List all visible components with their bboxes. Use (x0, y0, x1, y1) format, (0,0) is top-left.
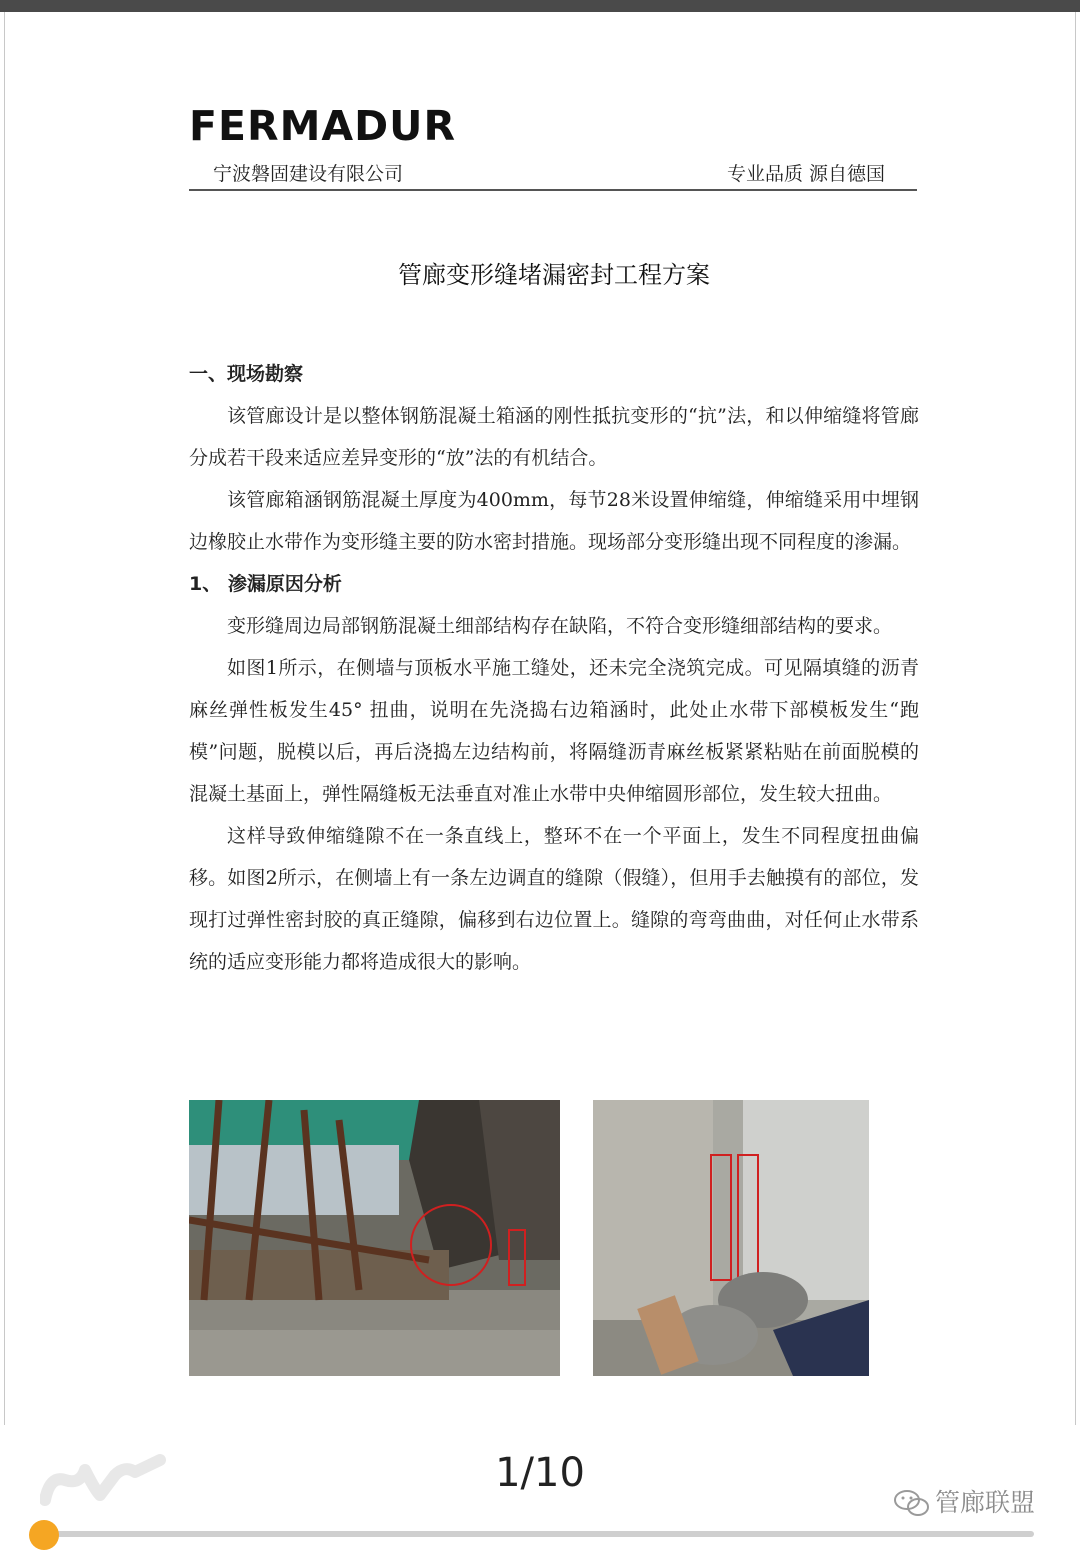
subsection-heading: 1、 渗漏原因分析 (189, 573, 342, 595)
paragraph: 变形缝周边局部钢筋混凝土细部结构存在缺陷，不符合变形缝细部结构的要求。 (227, 615, 893, 637)
figure-1-photo[interactable] (189, 1100, 560, 1376)
document-page[interactable] (4, 12, 1076, 1425)
wechat-icon (893, 1488, 931, 1518)
document-body (189, 353, 919, 983)
paragraph: 这样导致伸缩缝隙不在一条直线上，整环不在一个平面上，发生不同程度扭曲偏移。如图2所示，在侧墙上有一条左边调直的缝隙（假缝），但用手去触摸有的部位，发现打过弹性密封胶的真正缝隙，偏移到右边位置上。缝隙的弯弯曲曲，对任何止水带系统的适应变形能力都将造成很大的影响。 (189, 825, 919, 973)
paragraph: 如图1所示，在侧墙与顶板水平施工缝处，还未完全浇筑完成。可见隔填缝的沥青麻丝弹性板发生45° 扭曲，说明在先浇捣右边箱涵时，此处止水带下部模板发生“跑模”问题，脱模以后，再后浇捣左边结构前，将隔缝沥青麻丝板紧紧粘贴在前面脱模的混凝土基面上，弹性隔缝板无法垂直对准止水带中央伸缩圆形部位，发生较大扭曲。 (189, 657, 919, 805)
figure-2-photo[interactable] (593, 1100, 869, 1376)
viewer-top-bar (0, 0, 1080, 12)
page-indicator: 1/10 (495, 1450, 585, 1496)
company-name: 宁波磐固建设有限公司 (213, 163, 404, 185)
paragraph: 该管廊设计是以整体钢筋混凝土箱涵的刚性抵抗变形的“抗”法，和以伸缩缝将管廊分成若干段来适应差异变形的“放”法的有机结合。 (189, 405, 919, 469)
section-heading: 一、现场勘察 (189, 363, 304, 385)
paragraph: 该管廊箱涵钢筋混凝土厚度为400mm，每节28米设置伸缩缝，伸缩缝采用中埋钢边橡胶止水带作为变形缝主要的防水密封措施。现场部分变形缝出现不同程度的渗漏。 (189, 489, 919, 553)
brand-logo: FERMADUR (189, 102, 457, 150)
photo-row (189, 1100, 919, 1378)
watermark-text: 管廊联盟 (935, 1488, 1036, 1517)
document-title: 管廊变形缝堵漏密封工程方案 (398, 261, 710, 289)
company-slogan: 专业品质 源自德国 (726, 163, 885, 185)
page-progress-thumb[interactable] (29, 1520, 59, 1550)
letterhead (189, 157, 917, 191)
page-progress-track[interactable] (44, 1531, 1034, 1537)
